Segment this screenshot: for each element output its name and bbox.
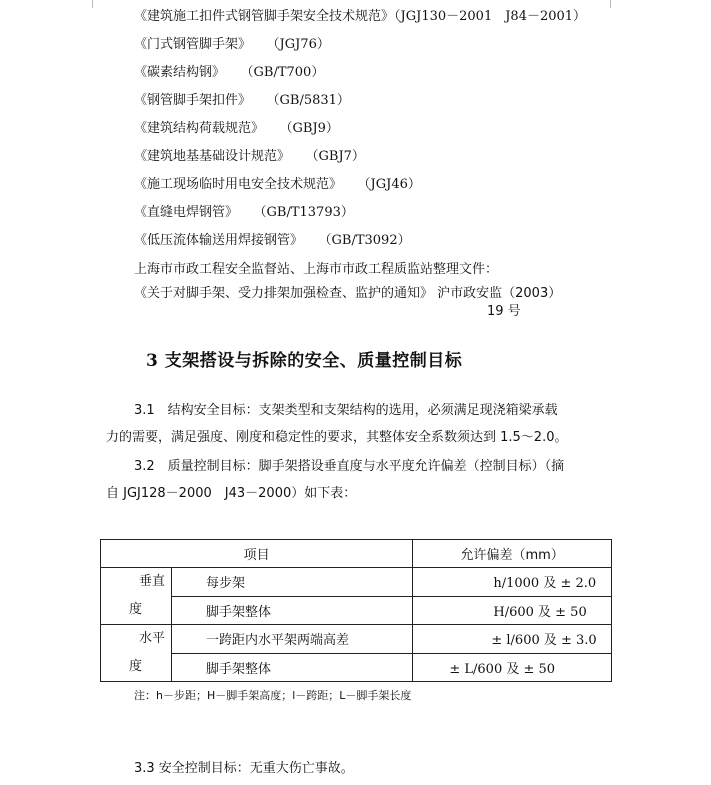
header-tolerance-cell: 允许偏差（mm） (413, 540, 612, 568)
item-cell: 每步架 (172, 568, 413, 597)
item-cell: 脚手架整体 (172, 596, 413, 625)
table-row (101, 653, 612, 682)
paragraph-3-2-line-2: 自 JGJ128－2000 J43－2000）如下表： (106, 486, 357, 501)
reference-item: 《建筑施工扣件式钢管脚手架安全技术规范》（JGJ130－2001 J84－2001） (134, 9, 587, 24)
header-item-cell: 项目 (101, 540, 413, 568)
item-cell: 一跨距内水平架两端高差 (172, 625, 413, 654)
page-corner-mark-left (72, 0, 93, 8)
organizer-line: 上海市市政工程安全监督站、上海市市政工程质监站整理文件： (134, 262, 499, 277)
table-row (101, 568, 612, 597)
table-row (101, 625, 612, 654)
group-cell-horizontal: 水平 度 (101, 625, 172, 682)
reference-item: 《门式钢管脚手架》 （JGJ76） (134, 37, 330, 52)
value-cell: ± l/600 及 ± 3.0 (413, 625, 612, 654)
table-header-row (101, 540, 612, 568)
table-row (101, 596, 612, 625)
reference-item: 《低压流体输送用焊接钢管》 （GB/T3092） (134, 233, 411, 248)
value-cell: ± L/600 及 ± 50 (413, 653, 612, 682)
reference-item: 《建筑结构荷载规范》 （GBJ9） (134, 121, 339, 136)
table-note: 注：h－步距；H－脚手架高度；l－跨距；L－脚手架长度 (134, 689, 412, 702)
reference-item: 《钢管脚手架扣件》 （GB/5831） (134, 93, 350, 108)
paragraph-3-2-line-1: 3.2 质量控制目标：脚手架搭设垂直度与水平度允许偏差（控制目标）（摘 (134, 459, 565, 474)
reference-item: 《施工现场临时用电安全技术规范》 （JGJ46） (134, 177, 421, 192)
reference-item: 《建筑地基基础设计规范》 （GBJ7） (134, 149, 365, 164)
paragraph-3-1-line-1: 3.1 结构安全目标：支架类型和支架结构的选用，必须满足现浇箱梁承载 (134, 403, 558, 418)
reference-item: 《碳素结构钢》 （GB/T700） (134, 65, 325, 80)
reference-item: 《直缝电焊钢管》 （GB/T13793） (134, 205, 354, 220)
tolerance-table (100, 539, 612, 682)
paragraph-3-1-line-2: 力的需要，满足强度、刚度和稳定性的要求，其整体安全系数须达到 1.5～2.0。 (106, 430, 568, 445)
notice-number: 19 号 (487, 304, 521, 319)
section-heading: 3 支架搭设与拆除的安全、质量控制目标 (146, 351, 463, 371)
reference-list (134, 6, 586, 258)
group-cell-vertical: 垂直 度 (101, 568, 172, 625)
item-cell: 脚手架整体 (172, 653, 413, 682)
value-cell: H/600 及 ± 50 (413, 596, 612, 625)
notice-line: 《关于对脚手架、受力排架加强检查、监护的通知》 沪市政安监（2003） (134, 286, 562, 301)
value-cell: h/1000 及 ± 2.0 (413, 568, 612, 597)
paragraph-3-3: 3.3 安全控制目标：无重大伤亡事故。 (134, 761, 354, 776)
page-corner-mark-right (610, 0, 631, 8)
